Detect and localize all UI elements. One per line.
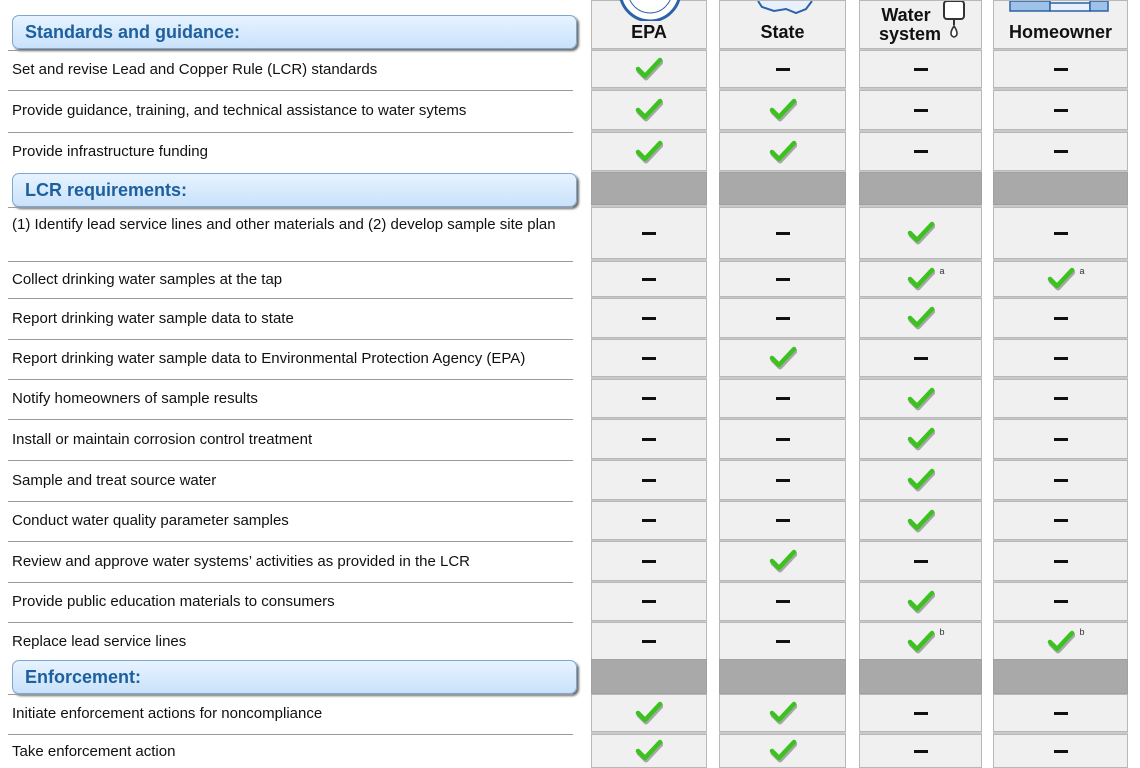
section-divider-cell <box>591 659 707 694</box>
task-label: Report drinking water sample data to Environmental Protection Agency (EPA) <box>12 349 526 367</box>
checkmark-icon <box>907 221 935 245</box>
table-cell <box>993 90 1128 130</box>
task-label: Initiate enforcement actions for noncompliance <box>12 704 323 722</box>
table-cell <box>719 298 846 338</box>
section-title: LCR requirements: <box>25 180 188 200</box>
table-cell <box>859 734 982 768</box>
row-separator <box>8 460 573 461</box>
table-cell <box>993 207 1128 259</box>
dash-icon <box>642 560 656 563</box>
dash-icon <box>1054 479 1068 482</box>
row-separator <box>8 501 573 502</box>
table-cell <box>859 50 982 88</box>
dash-icon <box>776 479 790 482</box>
row-separator <box>8 419 573 420</box>
column-label: Homeowner <box>1008 22 1113 42</box>
dash-icon <box>642 600 656 603</box>
checkmark-icon <box>1047 267 1075 291</box>
dash-icon <box>642 357 656 360</box>
dash-icon <box>776 232 790 235</box>
row-separator <box>8 541 573 542</box>
dash-icon <box>642 397 656 400</box>
task-label: Report drinking water sample data to state <box>12 309 294 327</box>
row-separator <box>8 339 573 340</box>
table-cell <box>859 541 982 581</box>
section-header <box>12 15 577 49</box>
table-cell <box>859 207 982 259</box>
footnote-marker: a <box>939 266 945 276</box>
table-cell <box>993 379 1128 418</box>
section-divider-cell <box>719 172 846 205</box>
table-cell <box>859 339 982 377</box>
checkmark-icon <box>635 57 663 81</box>
table-cell <box>719 90 846 130</box>
checkmark-icon <box>635 739 663 763</box>
table-cell <box>859 261 982 297</box>
table-cell <box>859 582 982 621</box>
column-header-homeowner <box>993 0 1128 49</box>
table-cell <box>591 298 707 338</box>
column-label: EPA <box>631 22 667 42</box>
column-label-line1: Water <box>881 5 931 25</box>
checkmark-icon <box>635 98 663 122</box>
table-cell <box>591 339 707 377</box>
table-cell <box>859 379 982 418</box>
table-cell <box>993 261 1128 297</box>
checkmark-icon <box>907 630 935 654</box>
checkmark-icon <box>769 98 797 122</box>
table-cell <box>591 261 707 297</box>
dash-icon <box>1054 150 1068 153</box>
table-cell <box>993 460 1128 500</box>
dash-icon <box>1054 317 1068 320</box>
table-cell <box>859 694 982 732</box>
checkmark-icon <box>769 346 797 370</box>
dash-icon <box>776 397 790 400</box>
checkmark-icon <box>907 590 935 614</box>
table-cell <box>591 379 707 418</box>
column-header-state <box>719 0 846 49</box>
dash-icon <box>914 357 928 360</box>
checkmark-icon <box>907 306 935 330</box>
table-cell <box>591 694 707 732</box>
table-cell <box>993 339 1128 377</box>
house-icon <box>1006 1 1116 15</box>
table-cell <box>591 419 707 459</box>
row-separator <box>8 261 573 262</box>
task-label: Provide public education materials to consumers <box>12 593 335 610</box>
section-header <box>12 660 577 694</box>
table-cell <box>859 501 982 540</box>
checkmark-icon <box>907 427 935 451</box>
dash-icon <box>914 68 928 71</box>
table-cell <box>993 622 1128 661</box>
checkmark-icon <box>769 549 797 573</box>
row-separator <box>8 379 573 380</box>
task-label: Sample and treat source water <box>12 471 217 489</box>
section-divider-cell <box>591 172 707 205</box>
dash-icon <box>914 712 928 715</box>
table-cell <box>719 501 846 540</box>
dash-icon <box>1054 68 1068 71</box>
table-cell <box>591 132 707 171</box>
section-divider-cell <box>719 659 846 694</box>
task-label: Notify homeowners of sample results <box>12 390 258 407</box>
table-cell <box>719 694 846 732</box>
table-cell <box>719 132 846 171</box>
task-label: Conduct water quality parameter samples <box>12 512 289 529</box>
footnote-marker: b <box>939 627 945 637</box>
dash-icon <box>776 68 790 71</box>
task-label: Provide guidance, training, and technical assistance to water sytems <box>12 101 467 119</box>
table-cell <box>591 541 707 581</box>
checkmark-icon <box>769 140 797 164</box>
table-cell <box>993 734 1128 768</box>
table-cell <box>591 622 707 661</box>
dash-icon <box>642 479 656 482</box>
table-cell <box>993 694 1128 732</box>
footnote-marker: a <box>1079 266 1085 276</box>
checkmark-icon <box>907 468 935 492</box>
table-cell <box>993 541 1128 581</box>
table-cell <box>719 50 846 88</box>
task-label: Provide infrastructure funding <box>12 143 208 160</box>
dash-icon <box>642 640 656 643</box>
table-cell <box>719 207 846 259</box>
table-cell <box>591 207 707 259</box>
row-separator <box>8 132 573 133</box>
dash-icon <box>1054 232 1068 235</box>
section-divider-cell <box>993 659 1128 694</box>
column-label: State <box>760 22 805 42</box>
table-cell <box>993 501 1128 540</box>
dash-icon <box>1054 109 1068 112</box>
row-separator <box>8 582 573 583</box>
task-label: Review and approve water systems’ activities as provided in the LCR <box>12 552 470 570</box>
dash-icon <box>642 232 656 235</box>
table-cell <box>859 298 982 338</box>
table-cell <box>993 50 1128 88</box>
dash-icon <box>642 438 656 441</box>
dash-icon <box>1054 519 1068 522</box>
checkmark-icon <box>635 701 663 725</box>
task-label: Replace lead service lines <box>12 633 187 650</box>
table-cell <box>719 582 846 621</box>
dash-icon <box>776 519 790 522</box>
table-cell <box>993 582 1128 621</box>
task-label: Install or maintain corrosion control treatment <box>12 430 313 448</box>
section-title: Enforcement: <box>25 667 142 687</box>
table-cell <box>719 419 846 459</box>
table-cell <box>719 622 846 661</box>
dash-icon <box>776 317 790 320</box>
dash-icon <box>776 438 790 441</box>
dash-icon <box>914 150 928 153</box>
checkmark-icon <box>1047 630 1075 654</box>
row-separator <box>8 734 573 735</box>
table-cell <box>719 734 846 768</box>
table-cell <box>859 419 982 459</box>
section-header <box>12 173 577 207</box>
dash-icon <box>642 278 656 281</box>
task-label: Take enforcement action <box>12 742 176 760</box>
table-cell <box>719 379 846 418</box>
section-divider-cell <box>859 172 982 205</box>
table-cell <box>591 460 707 500</box>
dash-icon <box>776 278 790 281</box>
checkmark-icon <box>769 701 797 725</box>
table-cell <box>591 734 707 768</box>
table-cell <box>591 90 707 130</box>
dash-icon <box>1054 600 1068 603</box>
column-header-epa <box>591 0 707 49</box>
table-cell <box>719 339 846 377</box>
dash-icon <box>914 109 928 112</box>
dash-icon <box>1054 750 1068 753</box>
row-separator <box>8 694 573 695</box>
table-cell <box>993 132 1128 171</box>
dash-icon <box>776 640 790 643</box>
checkmark-icon <box>907 509 935 533</box>
row-separator <box>8 207 573 208</box>
section-divider-cell <box>859 659 982 694</box>
checkmark-icon <box>907 267 935 291</box>
dash-icon <box>914 560 928 563</box>
table-cell <box>591 501 707 540</box>
table-cell <box>859 132 982 171</box>
epa-seal-icon <box>616 0 684 21</box>
checkmark-icon <box>635 140 663 164</box>
row-separator <box>8 622 573 623</box>
table-cell <box>859 460 982 500</box>
dash-icon <box>642 519 656 522</box>
dash-icon <box>642 317 656 320</box>
section-divider-cell <box>993 172 1128 205</box>
dash-icon <box>914 750 928 753</box>
table-cell <box>993 298 1128 338</box>
dash-icon <box>1054 438 1068 441</box>
table-cell <box>719 261 846 297</box>
table-cell <box>719 460 846 500</box>
faucet-icon <box>940 1 970 41</box>
dash-icon <box>776 600 790 603</box>
column-header-water-system <box>859 0 982 49</box>
task-label: (1) Identify lead service lines and other materials and (2) develop sample site plan <box>12 216 556 233</box>
footnote-marker: b <box>1079 627 1085 637</box>
checkmark-icon <box>907 387 935 411</box>
table-cell <box>591 50 707 88</box>
section-title: Standards and guidance: <box>25 22 241 42</box>
task-label: Set and revise Lead and Copper Rule (LCR) standards <box>12 60 378 78</box>
dash-icon <box>1054 397 1068 400</box>
table-cell <box>591 582 707 621</box>
dash-icon <box>1054 560 1068 563</box>
row-separator <box>8 298 573 299</box>
us-map-icon <box>756 1 816 15</box>
dash-icon <box>1054 712 1068 715</box>
table-cell <box>859 90 982 130</box>
task-label: Collect drinking water samples at the tap <box>12 270 283 288</box>
table-cell <box>719 541 846 581</box>
table-cell <box>859 622 982 661</box>
checkmark-icon <box>769 739 797 763</box>
table-cell <box>993 419 1128 459</box>
dash-icon <box>1054 357 1068 360</box>
row-separator <box>8 50 573 51</box>
row-separator <box>8 90 573 91</box>
column-label-line2: system <box>878 24 942 44</box>
